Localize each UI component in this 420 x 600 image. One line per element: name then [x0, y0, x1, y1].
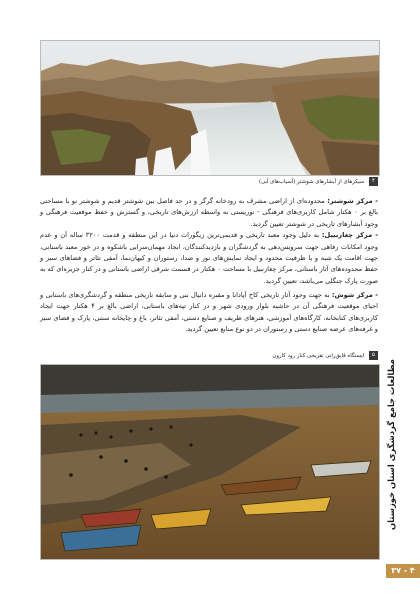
paragraph-text: به جهت وجود آثار تاریخی کاخ آپادانا و مقبره دانیال نبی و سابقه تاریخی منطقه و گردشگری‌های باستانی و احیای موقعیت فرهنگی آن در حاشیه بلوار ورودی شهر و در کنار تپه‌های باستانی، اراضی بالغ بر ۴ هکتار جهت ایجاد کاربری‌های کتابخانه، کارگاه‌های آموزشی، هنرهای ظریف و صنایع دستی، آمفی تئاتر، باغ و چایخانه سنتی، پارک و فضای سبز و غرفه‌های عرضه صنایع دستی و رستوران در دو نوع منابع تعیین گردید. [40, 291, 378, 334]
photo-shushtar-waterfalls [40, 40, 380, 176]
caption-text: ایستگاه قایق‌رانی تفریحی کنار رود کارون [272, 353, 365, 359]
text-block-lower [40, 290, 378, 336]
caption-text: سیکرهای از آبشارهای شوشتر (آسیاب‌های آبی) [258, 179, 365, 185]
paragraph-text: محدوده‌ای از اراضی مشرف به رودخانه گرگر و در حد فاصل بین شوشتر قدیم و شوشتر نو با مساحتی بالغ بر ۰ هکتار شامل کاربری‌های فرهنگی - توریستی به واسطه ارزش‌های تاریخی، و گسترش و حفظ موقعیت فرهنگی و وجود آبشارهای تاریخی در شوشتر تعیین گردید. [40, 197, 378, 228]
page-number-badge: ۳۷ - ۴ [386, 564, 420, 578]
caption-number: ۵ [369, 351, 378, 360]
paragraph-shushtar [40, 196, 378, 230]
photo-caption-2 [40, 350, 378, 362]
photo-caption-1 [40, 176, 378, 188]
caption-number: ۴ [369, 177, 378, 186]
paragraph-shush [40, 290, 378, 336]
paragraph-choghazanbil [40, 230, 378, 287]
photo-karun-boats [40, 364, 380, 560]
paragraph-heading: - مرکز شوشتر: [327, 197, 379, 205]
text-block-upper [40, 196, 378, 287]
book-title-vertical: مطالعات جامع گردشگری استان خوزستان [386, 359, 396, 531]
paragraph-heading: - مرکز شوش: [331, 291, 378, 299]
paragraph-text: به دلیل وجود معبد تاریخی و قدیمی‌ترین زیگورات دنیا در این منطقه و قدمت ۳۲۰۰ ساله آن و عدم وجود امکانات رفاهی جهت سرویس‌دهی به گردشگران و بازدیدکنندگان، ایجاد مهمان‌سرایی باشکوه و در خور معبد باستانی، جهت اقامت یک شبه و یا ظرفیت محدود و ایجاد نمایش‌های نور و صدا، رستوران و کیهان‌نما، آمفی تئاتر و فضاهای سبز و حفظ محدوده‌های آثار باستانی، مرکز چغازنبیل با مساحت ۰ هکتار در قسمت شرقی اراضی باستانی و در کنار جزیره‌ای که به صورت پارک جنگلی می‌باشد، تعیین گردید. [40, 231, 378, 285]
paragraph-heading: - مرکز چغازنبیل: [321, 231, 378, 240]
